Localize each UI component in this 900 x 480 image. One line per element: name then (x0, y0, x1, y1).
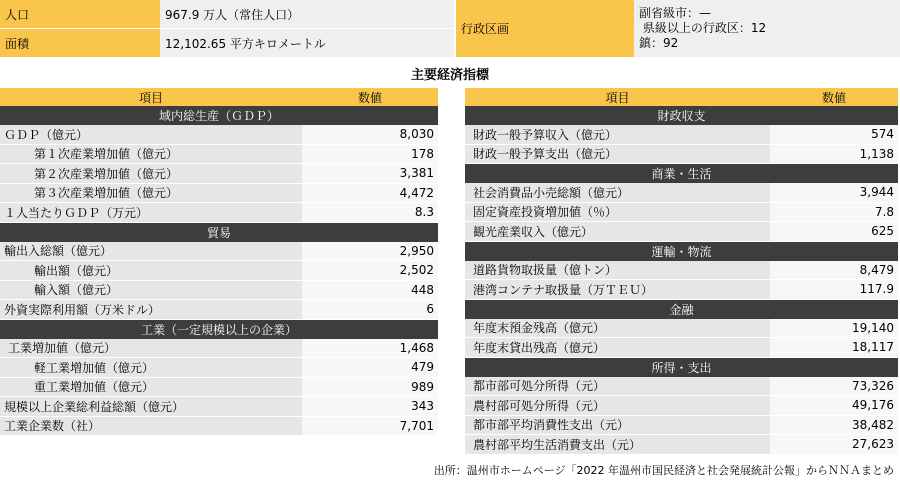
row-label: 工業増加値（億元） (0, 339, 302, 358)
row-value: 3,381 (302, 164, 438, 183)
table-row (0, 125, 438, 145)
row-value: 2,950 (302, 242, 438, 261)
row-value: 19,140 (770, 319, 898, 338)
table-row (0, 417, 438, 437)
row-value: 989 (302, 378, 438, 397)
row-label: １人当たりＧＤＰ（万元） (0, 203, 302, 222)
row-label: 固定資産投資増加値（％） (465, 203, 770, 222)
section-header: 工業（一定規模以上の企業） (0, 320, 438, 339)
row-value: 625 (770, 222, 898, 241)
table-row (0, 203, 438, 223)
row-label: 外資実際利用額（万米ドル） (0, 300, 302, 319)
row-label: 輸出額（億元） (0, 261, 302, 280)
row-label: 道路貨物取扱量（億トン） (465, 261, 770, 280)
left-col-item: 項目 (138, 90, 163, 105)
section-header: 域内総生産（ＧＤＰ） (0, 106, 438, 125)
row-value: 3,944 (770, 183, 898, 202)
table-row (0, 242, 438, 262)
row-value: 1,138 (770, 145, 898, 164)
row-value: 343 (302, 397, 438, 416)
row-label: 農村部平均生活消費支出（元） (465, 435, 770, 454)
section-header: 所得・支出 (465, 358, 898, 377)
row-value: 18,117 (770, 338, 898, 357)
row-value: 4,472 (302, 184, 438, 203)
table-row (0, 397, 438, 417)
row-label: 輸入額（億元） (0, 281, 302, 300)
admin-line-1: 副省級市：— (639, 6, 712, 20)
right-col-item: 項目 (605, 90, 630, 105)
population-value: 967.9 万人（常住人口） (160, 0, 454, 28)
row-label: 規模以上企業総利益総額（億元） (0, 397, 302, 416)
admin-label: 行政区画 (456, 0, 634, 57)
right-col-value: 数値 (821, 90, 846, 105)
row-value: 7,701 (302, 417, 438, 436)
row-value: 38,482 (770, 416, 898, 435)
row-label: ＧＤＰ（億元） (0, 125, 302, 144)
table-title: 主要経済指標 (410, 68, 489, 83)
row-label: 財政一般予算支出（億元） (465, 145, 770, 164)
right-indicator-table (465, 88, 898, 455)
admin-line-3: 鎮：92 (639, 36, 679, 50)
table-row (0, 145, 438, 165)
row-label: 都市部可処分所得（元） (465, 377, 770, 396)
row-label: 第３次産業増加値（億元） (0, 184, 302, 203)
table-row (465, 145, 898, 165)
row-value: 8,479 (770, 261, 898, 280)
row-label: 港湾コンテナ取扱量（万ＴＥＵ） (465, 280, 770, 299)
row-value: 6 (302, 300, 438, 319)
row-value: 448 (302, 281, 438, 300)
row-value: 8,030 (302, 125, 438, 144)
row-label: 財政一般予算収入（億元） (465, 125, 770, 144)
row-label: 軽工業増加値（億元） (0, 358, 302, 377)
area-label: 面積 (0, 29, 160, 57)
section-header: 金融 (465, 300, 898, 319)
row-label: 輸出入総額（億元） (0, 242, 302, 261)
row-value: 73,326 (770, 377, 898, 396)
row-label: 農村部可処分所得（元） (465, 396, 770, 415)
table-row (465, 377, 898, 397)
table-row (0, 261, 438, 281)
section-header: 商業・生活 (465, 164, 898, 183)
left-indicator-table (0, 88, 438, 436)
table-row (465, 338, 898, 358)
table-row (465, 222, 898, 242)
city-info-block (0, 0, 900, 57)
row-value: 117.9 (770, 280, 898, 299)
row-label: 第１次産業増加値（億元） (0, 145, 302, 164)
row-value: 8.3 (302, 203, 438, 222)
row-value: 27,623 (770, 435, 898, 454)
table-row (0, 358, 438, 378)
table-row (0, 339, 438, 359)
row-value: 49,176 (770, 396, 898, 415)
table-row (0, 378, 438, 398)
admin-line-2: 県級以上の行政区：12 (639, 21, 767, 35)
row-value: 178 (302, 145, 438, 164)
row-label: 社会消費品小売総額（億元） (465, 183, 770, 202)
row-label: 観光産業収入（億元） (465, 222, 770, 241)
table-row (0, 281, 438, 301)
row-label: 重工業増加値（億元） (0, 378, 302, 397)
row-value: 2,502 (302, 261, 438, 280)
table-row (465, 319, 898, 339)
row-label: 年度末預金残高（億元） (465, 319, 770, 338)
table-row (465, 261, 898, 281)
table-row (465, 280, 898, 300)
table-row (465, 435, 898, 455)
source-note: 出所：温州市ホームページ「2022 年温州市国民経済と社会発展統計公報」からＮＮＡまとめ (433, 464, 894, 477)
row-value: 7.8 (770, 203, 898, 222)
row-label: 年度末貸出残高（億元） (465, 338, 770, 357)
table-row (0, 184, 438, 204)
row-label: 都市部平均消費性支出（元） (465, 416, 770, 435)
population-label: 人口 (0, 0, 160, 28)
right-table-header (465, 88, 898, 106)
row-value: 574 (770, 125, 898, 144)
row-label: 第２次産業増加値（億元） (0, 164, 302, 183)
section-header: 運輸・物流 (465, 242, 898, 261)
table-row (465, 203, 898, 223)
row-value: 479 (302, 358, 438, 377)
table-row (465, 125, 898, 145)
table-row (465, 416, 898, 436)
row-label: 工業企業数（社） (0, 417, 302, 436)
area-value: 12,102.65 平方キロメートル (160, 29, 454, 57)
row-value: 1,468 (302, 339, 438, 358)
left-table-header (0, 88, 438, 106)
table-row (0, 300, 438, 320)
section-header: 財政収支 (465, 106, 898, 125)
table-row (465, 183, 898, 203)
table-row (0, 164, 438, 184)
table-row (465, 396, 898, 416)
admin-value (634, 0, 900, 57)
left-col-value: 数値 (357, 90, 382, 105)
section-header: 貿易 (0, 223, 438, 242)
